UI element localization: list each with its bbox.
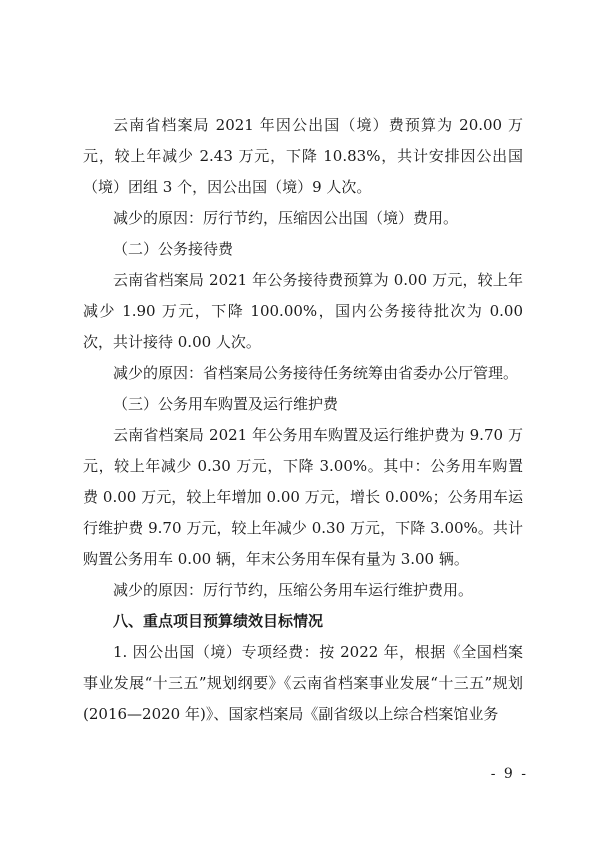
section-heading-reception-fee: （二）公务接待费: [113, 240, 234, 258]
page-number: - 9 -: [490, 766, 528, 782]
section-heading-vehicle-fee: （三）公务用车购置及运行维护费: [113, 395, 339, 413]
paragraph-reception-fee-budget: 云南省档案局 2021 年公务接待费预算为 0.00 万元，较上年减少 1.90 万元，下降 100.00%，国内公务接待批次为 0.00 次，共计接待 0.00 人次。: [83, 271, 523, 351]
paragraph-vehicle-fee-budget: 云南省档案局 2021 年公务用车购置及运行维护费为 9.70 万元，较上年减少 0.30 万元，下降 3.00%。其中：公务用车购置费 0.00 万元，较上年增加 0.00 万元，增长 0.00%；公务用车运行维护费 9.70 万元，较上年减少 0.30 万元，下降 3.00%。共计购置公务用车 0.00 辆，年末公务用车保有量为 3.00 辆。: [83, 426, 523, 568]
paragraph-reception-fee-reason: 减少的原因：省档案局公务接待任务统筹由省委办公厅管理。: [113, 364, 519, 382]
paragraph-outbound-travel-reason: 减少的原因：厉行节约，压缩因公出国（境）费用。: [113, 209, 459, 227]
section-heading-key-projects: 八、重点项目预算绩效目标情况: [113, 612, 324, 630]
paragraph-outbound-travel-budget: 云南省档案局 2021 年因公出国（境）费预算为 20.00 万元，较上年减少 2.43 万元，下降 10.83%，共计安排因公出国（境）团组 3 个，因公出国（境）9 人次。: [83, 116, 523, 196]
paragraph-vehicle-fee-reason: 减少的原因：厉行节约，压缩公务用车运行维护费用。: [113, 581, 474, 599]
paragraph-outbound-special-fund: 1. 因公出国（境）专项经费：按 2022 年，根据《全国档案事业发展“十三五”规划纲要》《云南省档案事业发展“十三五”规划(2016—2020 年)》、国家档案局《副省级以上综合档案馆业务: [83, 643, 523, 723]
